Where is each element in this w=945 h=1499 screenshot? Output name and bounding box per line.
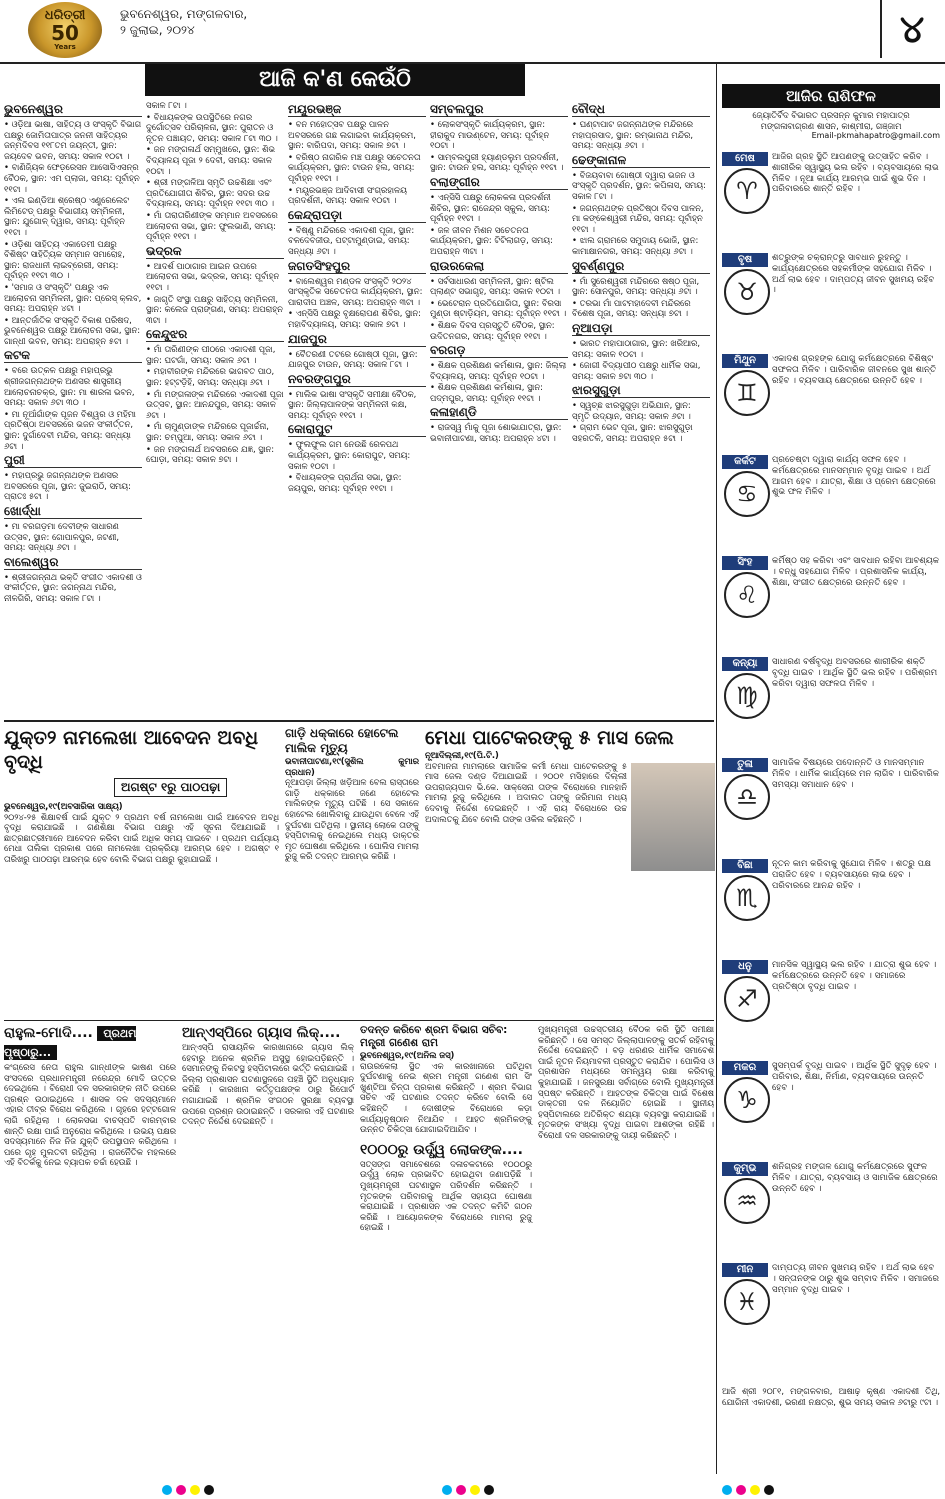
rashi-block	[722, 1263, 940, 1358]
city-heading: କଟକ	[4, 348, 142, 363]
event-entry: • ଆନ୍ତର୍ଜାତିକ ସଂସ୍କୃତି ବିକାଶ ପରିଷଦ, ଭୁବନେଶ୍ୱର ପକ୍ଷରୁ ଆଲୋଚନା ସଭା, ସ୍ଥାନ: ଗାନ୍ଧୀ ଭବନ, ସମୟ: ଅପରାହ୍ନ ୫ଟା ।	[4, 314, 141, 346]
event-entry: • ମହାପ୍ରଭୁ ଜଗନ୍ନାଥଙ୍କ ଅଣସର ଅବସରରେ ପୂଜା, ସ୍ଥାନ: ଜୁଇରାଠି, ସମୟ: ପ୍ରାତଃ ୫ଟା ।	[4, 470, 131, 502]
event-entry: • ଜନ ମଙ୍ଗଳାର୍ଥ ସମ୍ମୁଖରେ, ସ୍ଥାନ: ଶିଭ ବିଦ୍ୟାଳୟ ପୂଜା ୨ ଦେବୀ, ସମୟ: ସକାଳ ୧୦ଟା ।	[146, 144, 275, 176]
zodiac-symbol-icon: ♒	[724, 1178, 770, 1224]
city-heading: ନୂଆପଡ଼ା	[572, 321, 710, 336]
astrologer-email: Email-pkmahapatro@gmail.com	[811, 131, 940, 140]
city-heading: ରାଉରକେଲା	[430, 259, 568, 274]
event-entry: • ସର୍ବସାଧାରଣ ସମ୍ମିଳନୀ, ସ୍ଥାନ: ଷ୍ଟିଲ ପ୍ଲାଣ୍ଟ ସଭାଗୃହ, ସମୟ: ସକାଳ ୧୦ଟା ।	[430, 275, 561, 297]
continued-label: ପ୍ରଥମ ପୃଷ୍ଠାରୁ...	[4, 1027, 137, 1059]
event-entry: • ମାଁ ତାରାତାରିଣୀଙ୍କ ସମ୍ମାନ ଅବସରରେ ଆଲୋଚନା ସଭା, ସ୍ଥାନ: ଫୁଲଭାଣି, ସମୟ: ପୂର୍ବାହ୍ନ ୧୧ଟା ।	[146, 209, 278, 242]
astrologer-address: ମଙ୍ଗଳାବାଗ୍ରଣ ଶାସନ, କାଶ୍ମୀରା, ଗଞ୍ଜାମ	[760, 120, 902, 131]
city-heading: କେନ୍ଦୁଝର	[146, 327, 284, 342]
event-entry: • ମାଁ ତାରିଣୀଙ୍କ ପୀଠରେ ଏକାଦଶୀ ପୂଜା, ସ୍ଥାନ: ଘଟଗାଁ, ସମୟ: ସକାଳ ୬ଟା ।	[146, 344, 276, 365]
city-heading: କେନ୍ଦ୍ରାପଡ଼ା	[288, 208, 426, 223]
zodiac-symbol-icon: ♏	[724, 875, 770, 921]
event-entry: • ରାଜସ୍ୱ ମାଁକୁ ପୂଜା ଶୋଭାଯାତ୍ରା, ସ୍ଥାନ: ଭବାନୀପାଟଣା, ସମୟ: ଅପରାହ୍ନ ୪ଟା ।	[430, 422, 562, 444]
event-entry: • ଭେଟେରାନ ପ୍ରତିଯୋଗିତା, ସ୍ଥାନ: ବିରସା ମୁଣ୍ଡା ଷ୍ଟାଡ଼ିୟମ, ସମୟ: ପୂର୍ବାହ୍ନ ୧୧ଟା ।	[430, 297, 567, 319]
event-entry: • 'ସମାଜ ଓ ସଂସ୍କୃତି' ପକ୍ଷରୁ ଏକ ଆଲୋଚନା ସମ୍ମିଳନୀ, ସ୍ଥାନ: ପ୍ରେସ୍ କ୍ଲବ, ସମୟ: ଅପରାହ୍ନ ୪ଟା ।	[4, 281, 142, 314]
rashi-name: ମୀନ	[722, 1263, 768, 1277]
event-entry: • ଭାରତ ମହାପାଠାଗାର, ସ୍ଥାନ: ଖରିଆର, ସମୟ: ସକାଳ ୧୦ଟା ।	[572, 337, 701, 359]
zodiac-symbol-icon: ♑	[724, 1077, 770, 1123]
astrologer-name: ଜ୍ୟୋତିର୍ବିଦ ବିଭାରତ ପ୍ରସନ୍ନ କୁମାର ମହାପାତ୍ର	[752, 110, 910, 120]
event-entry: • ଶ୍ରୀ ମଙ୍ଗଳିଆ ସ୍ମୃତି ଉଚ୍ଚଶିକ୍ଷା ଏବଂ ପ୍ରତିଯୋଗୀତା ଶିବିର, ସ୍ଥାନ: ସଦର ଉଚ୍ଚ ବିଦ୍ୟାଳୟ, ସମୟ: ପୂର୍ବାହ୍ନ ୧୧ଟା ୩୦ ।	[146, 177, 275, 209]
zodiac-symbol-icon: ♉	[724, 269, 770, 315]
newspaper-logo	[28, 2, 102, 58]
rahul-headline: ରାହୁଲ-ମୋଦି....	[4, 1025, 93, 1041]
rashi-text: କର୍ମିଷ୍ଠ ସହ କରିବା ଏବଂ ସାବଧାନ ରହିବା ଆବଶ୍ୟକ । ବନ୍ଧୁ ସହଯୋଗ ମିଳିବ । ପ୍ରଶାସନିକ କାର୍ଯ୍ୟ, ଶିକ୍ଷା, ସଂଗୀତ କ୍ଷେତ୍ରରେ ଉନ୍ନତି ହେବ ।	[772, 556, 940, 588]
city-heading: ଭଦ୍ରକ	[146, 244, 284, 259]
event-entry: • ଜଗନ୍ନାଥଙ୍କ ପ୍ରତିଷ୍ଠା ଦିବସ ପାଳନ, ମା କଙ୍କେଶ୍ୱରୀ ମନ୍ଦିର, ସମୟ: ପୂର୍ବାହ୍ନ ୧୧ଟା ।	[572, 202, 704, 234]
minister-byline: ଭୁବନେଶ୍ୱର,୧୯(ଅନିଲ ଜସ୍)	[360, 1050, 455, 1060]
events-column	[288, 100, 426, 494]
rashifal-title: ଆଜିର ରାଶିଫଳ	[722, 84, 940, 108]
rashi-block	[722, 354, 940, 449]
events-column	[4, 100, 142, 605]
rashi-text: ସାମାଜିକ ବିଷୟରେ ପଦୋନ୍ନତି ଓ ମାନସମ୍ମାନ ମିଳିବ । ଧାର୍ମିକ କାର୍ଯ୍ୟରେ ମନ ଲାଗିବ । ପାରିବାରିକ ସମସ୍ୟା ସମାଧାନ ହେବ ।	[772, 758, 940, 790]
zodiac-symbol-icon: ♐	[724, 976, 770, 1022]
gas-leak-body: ଆନ୍‌ଏସ୍‌ପି ରାସାୟନିକ କାରଖାନାରେ ଗ୍ୟାସ ଲିକ୍ ହେବାରୁ ଅନେକ ଶ୍ରମିକ ଅସୁସ୍ଥ ହୋଇପଡ଼ିଛନ୍ତି । ସେମାନଙ୍କୁ ନିକଟସ୍ଥ ହସ୍ପିଟାଲରେ ଭର୍ତ୍ତି କରାଯାଇଛି । ଜିଲ୍ଲା ପ୍ରଶାସନ ଘଟଣାସ୍ଥଳରେ ପହଞ୍ଚି ସ୍ଥିତି ଅନୁଧ୍ୟାନ କରିଛି । କାରଖାନା କର୍ତ୍ତୃପକ୍ଷଙ୍କ ଠାରୁ ରିପୋର୍ଟ ମଗାଯାଇଛି । ଶ୍ରମିକ ସଂଗଠନ ସୁରକ୍ଷା ବ୍ୟବସ୍ଥା ଉପରେ ପ୍ରଶ୍ନ ଉଠାଇଛନ୍ତି । ସରକାର ଏହି ଘଟଣାର ତଦନ୍ତ ନିର୍ଦ୍ଦେଶ ଦେଇଛନ୍ତି ।	[182, 1042, 354, 1127]
events-grid	[4, 100, 714, 716]
story-medha	[425, 726, 715, 1016]
event-entry: • ମାଁ ସୁରେଶ୍ୱରୀ ମନ୍ଦିରରେ ଷଷ୍ଠ ପୂଜା, ସ୍ଥାନ: ସୋନପୁର, ସମୟ: ସନ୍ଧ୍ୟା ୬ଟା ।	[572, 275, 700, 297]
panjika-footer: ଆଜି ଶ୍ରୀ ୨୦୮୧, ମଙ୍ଗଳବାର, ଆଷାଢ଼ କୃଷ୍ଣ ଏକାଦଶୀ ତିଥି, ଯୋଗିନୀ ଏକାଦଶୀ, ଭରଣୀ ନକ୍ଷତ୍ର, ଶୁଭ ସମୟ ସକାଳ ୬ଟାରୁ ୯ଟା ।	[722, 1386, 940, 1407]
city-heading: ପୁରୀ	[4, 453, 142, 468]
rashi-text: ସୁସମ୍ପର୍କ ବୃଦ୍ଧି ପାଇବ । ଆର୍ଥିକ ସ୍ଥିତି ସୁଦୃଢ଼ ହେବ । ପରିବାର, ଶିକ୍ଷା, ନିର୍ମାଣ, ବ୍ୟବସାୟରେ ଉନ୍ନତି ହେବ ।	[772, 1061, 937, 1093]
story-rahul	[4, 1024, 176, 1472]
rashi-name: କନ୍ୟା	[722, 657, 768, 671]
city-heading: ବରଗଡ଼	[430, 343, 568, 358]
event-entry: • ବରିଷ୍ଠ ନାଗରିକ ମଞ୍ଚ ପକ୍ଷରୁ ସଚେତନତା କାର୍ଯ୍ୟକ୍ରମ, ସ୍ଥାନ: ଟାଉନ ହଲ, ସମୟ: ପୂର୍ବାହ୍ନ ୧୧ଟା ।	[288, 151, 421, 183]
dateline-place-day: ଭୁବନେଶ୍ୱର, ମଙ୍ଗଳବାର,	[120, 7, 248, 21]
medha-body: ଅବମାନନା ମାମଲାରେ ସାମାଜିକ କର୍ମୀ ମେଧା ପାଟେକରଙ୍କୁ ୫ ମାସ ଜେଲ ଦଣ୍ଡ ଦିଆଯାଇଛି । ୨୦୦୧ ମସିହାରେ ଦିଲ୍ଲୀ ଉପରାଜ୍ୟପାଳ ଭି.କେ. ସାକ୍ସେନା ତାଙ୍କ ବିରୋଧରେ ମାନହାନି ମାମଲା ରୁଜୁ କରିଥିଲେ । ଅଦାଲତ ତାଙ୍କୁ ଜରିମାନା ମଧ୍ୟ ଦେବାକୁ ନିର୍ଦ୍ଦେଶ ଦେଇଛନ୍ତି । ଏହି ରାୟ ବିରୋଧରେ ଉଚ୍ଚ ଅଦାଲତକୁ ଯିବେ ବୋଲି ତାଙ୍କ ଓକିଲ କହିଛନ୍ତି ।	[425, 760, 627, 824]
event-entry: • ବାଣିଜ୍ୟିକ ଫେଡ଼ରେସନ ଆସୋସିଏସନ୍‌ର ବୈଠକ, ସ୍ଥାନ: ଏମ ପ୍ଲାଜା, ସମୟ: ପୂର୍ବାହ୍ନ ୧୧ଟା ।	[4, 162, 140, 194]
medha-byline: ନୂଆଦିଲ୍ଲୀ,୧୯(ପି.ଟି.)	[425, 750, 499, 760]
rashi-name: କର୍କଟ	[722, 455, 768, 469]
dateline-date: ୨ ଜୁଲାଇ, ୨୦୨୪	[120, 23, 195, 37]
event-entry: • ଜାଗୃତି ସଂସ୍ଥା ପକ୍ଷରୁ ସାହିତ୍ୟ ସମ୍ମିଳନୀ, ସ୍ଥାନ: କଲେଜ ପ୍ରାଙ୍ଗଣ, ସମୟ: ଅପରାହ୍ନ ୩ଟା ।	[146, 293, 283, 325]
rashi-text: ଆଜିର ଗ୍ରହ ସ୍ଥିତି ଆପଣଙ୍କୁ ଉତ୍ସାହିତ କରିବ । ଶାରୀରିକ ସ୍ୱାସ୍ଥ୍ୟ ଭଲ ରହିବ । ବ୍ୟବସାୟରେ ଲାଭ ମିଳିବ । ନୂଆ କାର୍ଯ୍ୟ ଆରମ୍ଭ ପାଇଁ ଶୁଭ ଦିନ । ପରିବାରରେ ଶାନ୍ତି ରହିବ ।	[772, 152, 939, 195]
rashi-name: ସିଂହ	[722, 556, 768, 570]
city-heading: ଜଗତସିଂହପୁର	[288, 259, 426, 274]
plus2-body: ୨୦୨୪-୨୫ ଶିକ୍ଷାବର୍ଷ ପାଇଁ ଯୁକ୍ତ ୨ ପ୍ରଥମ ବର୍ଷ ନାମଲେଖା ପାଇଁ ଆବେଦନ ଅବଧି ବୃଦ୍ଧି କରାଯାଇଛି । ଗଣଶିକ୍ଷା ବିଭାଗ ପକ୍ଷରୁ ଏହି ସୂଚନା ଦିଆଯାଇଛି । ଛାତ୍ରଛାତ୍ରୀମାନେ ଆବେଦନ କରିବା ପାଇଁ ଅଧିକ ସମୟ ପାଇବେ । ପ୍ରଥମ ପର୍ଯ୍ୟାୟ ମେଧା ତାଲିକା ପ୍ରକାଶ ପରେ ନାମଲେଖା ପ୍ରକ୍ରିୟା ଆରମ୍ଭ ହେବ । ଅଗଷ୍ଟ ୧ ତାରିଖରୁ ପାଠପଢ଼ା ଆରମ୍ଭ ହେବ ବୋଲି ବିଭାଗ ପକ୍ଷରୁ କୁହାଯାଇଛି ।	[4, 811, 279, 864]
event-entry: • ଝାଲ ଗ୍ରାମରେ ସମୁଦାୟ ଭୋଜି, ସ୍ଥାନ: କାମାକ୍ଷାନଗର, ସମୟ: ସନ୍ଧ୍ୟା ୬ଟା ।	[572, 235, 699, 256]
city-heading: ମୟୂରଭଞ୍ଜ	[288, 102, 426, 117]
rashi-name: ତୁଳା	[722, 758, 768, 772]
rashi-text: ମାନସିକ ସ୍ୱାସ୍ଥ୍ୟ ଭଲ ରହିବ । ଯାତ୍ରା ଶୁଭ ହେବ । କର୍ମକ୍ଷେତ୍ରରେ ଉନ୍ନତି ହେବ । ସମାଜରେ ପ୍ରତିଷ୍ଠା ବୃଦ୍ଧି ପାଇବ ।	[772, 960, 937, 992]
event-entry: ସକାଳ ୮ଟା ।	[146, 100, 187, 110]
event-entry: • ମାଁ ମଙ୍ଗଳାଙ୍କ ମନ୍ଦିରରେ ଏକାଦଶୀ ପୂଜା ଉତ୍ସବ, ସ୍ଥାନ: ଆନନ୍ଦପୁର, ସମୟ: ସକାଳ ୬ଟା ।	[146, 388, 284, 420]
zodiac-symbol-icon: ♌	[724, 572, 770, 618]
medha-headline: ମେଧା ପାଟେକରଙ୍କୁ ୫ ମାସ ଜେଲ	[425, 727, 674, 749]
rashi-name: ବିଛା	[722, 859, 768, 873]
rahul-body: କଂଗ୍ରେସ ନେତା ରାହୁଲ ଗାନ୍ଧୀଙ୍କ ଭାଷଣ ପରେ ସଂସଦରେ ପ୍ରଧାନମନ୍ତ୍ରୀ ନରେନ୍ଦ୍ର ମୋଦି ଉତ୍ତର ଦେଇଥିଲେ । ବିରୋଧୀ ଦଳ ସରକାରଙ୍କ ନୀତି ଉପରେ ପ୍ରଶ୍ନ ଉଠାଇଥିଲେ । ଶାସକ ଦଳ ସଦସ୍ୟମାନେ ଏହାର ତୀବ୍ର ବିରୋଧ କରିଥିଲେ । ଗୃହରେ ହଟ୍ଟଗୋଳ ଲାଗି ରହିଥିଲା । ଲୋକସଭା ବାଚସ୍ପତି ବାରମ୍ବାର ଶାନ୍ତି ରକ୍ଷା ପାଇଁ ଅନୁରୋଧ କରିଥିଲେ । ଉଭୟ ପକ୍ଷର ସଦସ୍ୟମାନେ ନିଜ ନିଜ ଯୁକ୍ତି ଉପସ୍ଥାପନ କରିଥିଲେ । ପରେ ଗୃହ ମୁଲତବୀ ରହିଥିଲା । ରାଜନୈତିକ ମହଲରେ ଏହି ବିତର୍କକୁ ନେଇ ବ୍ୟାପକ ଚର୍ଚ୍ଚା ହେଉଛି ।	[4, 1062, 176, 1168]
event-entry: • ଜୋଗୀ ବିଦ୍ୟାପୀଠ ପକ୍ଷରୁ ଧାର୍ମିକ ସଭା, ସମୟ: ସକାଳ ୭ଟା ୩୦ ।	[572, 360, 701, 381]
story-accident	[285, 726, 419, 1016]
event-entry: • ବିଧାୟକଙ୍କ ଉପସ୍ଥିତିରେ ନଗର ଦୁର୍ଗୋତ୍ସବ ପରିଚାଳନା, ସ୍ଥାନ: ପୁରାତନ ଓ ନୂତନ ପଞ୍ଚାୟତ, ସମୟ: ସକାଳ ୮ଟା ୩୦ ।	[146, 111, 278, 143]
column-divider	[716, 64, 717, 1474]
city-heading: ସୁବର୍ଣ୍ଣପୁର	[572, 259, 710, 274]
logo-number: 50	[51, 21, 79, 45]
event-entry: • ଏଲ ଇଣ୍ଡିଆ ଶ୍ରେଷ୍ଠ ଏଣ୍ଟ୍ରେଲେଟ ଲିମିଟେଡ୍ ପକ୍ଷରୁ ବିଭାଗୀୟ ସମ୍ମିଳନୀ, ସ୍ଥାନ: ଯୁଗୋଳ୍‌ ଦ୍ୱାର, ସମୟ: ପୂର୍ବାହ୍ନ ୧୧ଟା ।	[4, 195, 129, 237]
city-heading: ଯାଜପୁର	[288, 332, 426, 347]
events-banner: ଆଜି କ'ଣ କେଉଁଠି	[145, 64, 525, 96]
event-entry: • ଶ୍ରୀଜଗନ୍ନାଥ ଭକ୍ତି ସଂଗୀତ ଏକାଦଶୀ ଓ ସଂକୀର୍ତ୍ତନ, ସ୍ଥାନ: ଜଗନ୍ନାଥ ମନ୍ଦିର, ନୀଳଗିରି, ସମୟ: ସକାଳ ୮ଟା ।	[4, 571, 142, 603]
event-entry: • ଆଦର୍ଶ ପାଠାଗାର ଆଇନ ଉପରେ ଆଲୋଚନା ସଭା, ଭଦ୍ରକ, ସମୟ: ପୂର୍ବାହ୍ନ ୧୧ଟା ।	[146, 260, 280, 292]
rashi-name: କୁମ୍ଭ	[722, 1162, 768, 1176]
rashi-block	[722, 1162, 940, 1257]
city-heading: ବୌଦ୍ଧ	[572, 102, 710, 117]
plus2-subhead: ଅଗଷ୍ଟ ୧ରୁ ପାଠପଢ଼ା	[114, 778, 227, 797]
rashi-block	[722, 960, 940, 1055]
events-column	[146, 100, 284, 466]
event-entry: • ମୟୂରଭଞ୍ଜ ଆଦିବାସୀ ସଂଗ୍ରହାଳୟ ପ୍ରଦର୍ଶନୀ, ସମୟ: ସକାଳ ୧୦ଟା ।	[288, 184, 407, 206]
city-heading: କଳାହାଣ୍ଡି	[430, 405, 568, 420]
accident-byline: ଭବାନୀପାଟଣା,୧୯(ସୁଶିଲ କୁମାର ପ୍ରଧାନ)	[285, 756, 419, 777]
zodiac-symbol-icon: ♋	[724, 471, 770, 517]
section-divider-2	[4, 1020, 714, 1021]
rashi-block	[722, 1061, 940, 1156]
rashi-text: ଏକାଦଶ ଗ୍ରହଙ୍କ ଯୋଗୁ କର୍ମକ୍ଷେତ୍ରରେ ବିଶିଷ୍ଟ ସଫଳତା ମିଳିବ । ପାରିବାରିକ ଜୀବନରେ ସୁଖ ଶାନ୍ତି ରହିବ । ବ୍ୟବସାୟ କ୍ଷେତ୍ରରେ ଉନ୍ନତି ହେବ ।	[772, 354, 937, 386]
zodiac-symbol-icon: ♎	[724, 774, 770, 820]
astrologer-credit	[722, 110, 940, 142]
rashi-block	[722, 253, 940, 348]
col4-body: ମୁଖ୍ୟମନ୍ତ୍ରୀ ଉଚ୍ଚସ୍ତରୀୟ ବୈଠକ କରି ସ୍ଥିତି ସମୀକ୍ଷା କରିଛନ୍ତି । ସେ ସମସ୍ତ ଜିଲ୍ଲାପାଳଙ୍କୁ ସତର୍କ ରହିବାକୁ ନିର୍ଦ୍ଦେଶ ଦେଇଛନ୍ତି । ବଡ଼ ଧରଣର ଧାର୍ମିକ ସମାବେଶ ପାଇଁ ନୂତନ ନିୟମାବଳୀ ପ୍ରସ୍ତୁତ କରାଯିବ । ପୋଲିସ ଓ ପ୍ରଶାସନ ମଧ୍ୟରେ ସମନ୍ୱୟ ରକ୍ଷା କରିବାକୁ କୁହାଯାଇଛି । ଜନସୁରକ୍ଷା ସର୍ବାଗ୍ରେ ବୋଲି ମୁଖ୍ୟମନ୍ତ୍ରୀ ସ୍ପଷ୍ଟ କରିଛନ୍ତି । ଆହତଙ୍କ ଚିକିତ୍ସା ପାଇଁ ବିଶେଷ ଡାକ୍ତରୀ ଦଳ ନିୟୋଜିତ ହୋଇଛି । ସ୍ଥାନୀୟ ହସ୍ପିଟାଲରେ ଅତିରିକ୍ତ ଶଯ୍ୟା ବ୍ୟବସ୍ଥା କରାଯାଇଛି । ମୃତକଙ୍କ ସଂଖ୍ୟା ବୃଦ୍ଧି ପାଇବା ଆଶଙ୍କା ରହିଛି । ବିରୋଧୀ ଦଳ ସରକାରଙ୍କୁ ଦାୟୀ କରିଛନ୍ତି ।	[538, 1024, 714, 1140]
event-entry: • ଘଣ୍ଟାପାଟ ଜଗନ୍ନାଥଙ୍କ ମନ୍ଦିରରେ ମହାପ୍ରସାଦ, ସ୍ଥାନ: ରମ୍ଭାନାଥ ମନ୍ଦିର, ସମୟ: ସନ୍ଧ୍ୟା ୬ଟା ।	[572, 119, 694, 151]
logo-sub: Years	[54, 43, 76, 51]
rashi-name: ଧନୁ	[722, 960, 768, 974]
rashi-text: ପ୍ରଚେଷ୍ଟା ଦ୍ୱାରା କାର୍ଯ୍ୟ ସଫଳ ହେବ । କର୍ମକ୍ଷେତ୍ରରେ ମାନସମ୍ମାନ ବୃଦ୍ଧି ପାଇବ । ଅର୍ଥ ଆଗମ ହେବ । ଯାତ୍ରା, ଶିକ୍ଷା ଓ ପ୍ରେମ କ୍ଷେତ୍ରରେ ଶୁଭ ଫଳ ମିଳିବ ।	[772, 455, 936, 498]
event-entry: • ମାଲିକ ଭାଷା ସଂସ୍କୃତି ସମୀକ୍ଷା ବୈଠକ, ସ୍ଥାନ: ଜିଲ୍ଲାପାଳଙ୍କ ସମ୍ମିଳନୀ କକ୍ଷ, ସମୟ: ପୂର୍ବାହ୍ନ ୧୧ଟା ।	[288, 388, 417, 420]
minister-headline: ତଦନ୍ତ କରିବେ ଶ୍ରମ ବିଭାଗ ସଚିବ: ମନ୍ତ୍ରୀ ଗଣେଶ ରାମ	[360, 1024, 508, 1049]
plus2-headline: ଯୁକ୍ତ୨ ନାମଲେଖା ଆବେଦନ ଅବଧି ବୃଦ୍ଧି	[4, 727, 259, 773]
event-entry: • ତରଭା ମାଁ ପାଟମହାଦେବୀ ମନ୍ଦିରରେ ବିଶେଷ ପୂଜା, ସମୟ: ସନ୍ଧ୍ୟା ୭ଟା ।	[572, 297, 691, 319]
event-entry: • ଓଡ଼ିଶା ସାହିତ୍ୟ ଏକାଡେମୀ ପକ୍ଷରୁ ବିଶିଷ୍ଟ ସାହିତ୍ୟିକ ସମ୍ମାନ ସମାରୋହ, ସ୍ଥାନ: ରାଜଧାନୀ ଲାଇବ୍ରେରୀ, ସମୟ: ପୂର୍ବାହ୍ନ ୧୧ଟା ୩୦ ।	[4, 238, 125, 281]
event-entry: • ଏନ୍‌ସିସି ପକ୍ଷରୁ ଲୋକକଳା ପ୍ରଦର୍ଶନୀ ଶିବିର, ସ୍ଥାନ: ରାଜେନ୍ଦ୍ର ସ୍କୁଲ, ସମୟ: ପୂର୍ବାହ୍ନ ୧୧ଟା ।	[430, 191, 551, 224]
city-heading: କୋରାପୁଟ	[288, 422, 426, 437]
rashi-name: ମିଥୁନ	[722, 354, 768, 368]
event-entry: • ଶିକ୍ଷକ ଦିବସ ପ୍ରସ୍ତୁତି ବୈଠକ, ସ୍ଥାନ: ଉଦିତନଗର, ସମୟ: ପୂର୍ବାହ୍ନ ୧୧ଟା ।	[430, 319, 555, 341]
event-entry: • ସାମ୍ବଲପୁରୀ ହ୍ୟାଣ୍ଡଲୁମ ପ୍ରଦର୍ଶନୀ, ସ୍ଥାନ: ଟାଉନ ହଲ, ସମୟ: ପୂର୍ବାହ୍ନ ୧୧ଟା ।	[430, 151, 564, 173]
rashi-name: ମେଷ	[722, 152, 768, 166]
event-entry: • ଜଳ ଜୀବନ ମିଶନ ସଚେତନତା କାର୍ଯ୍ୟକ୍ରମ, ସ୍ଥାନ: ଟିଟିଲାଗଡ଼, ସମୟ: ଅପରାହ୍ନ ୩ଟା ।	[430, 224, 553, 256]
zodiac-symbol-icon: ♓	[724, 1279, 770, 1325]
section-divider	[4, 720, 714, 722]
rashi-block	[722, 152, 940, 247]
city-heading: ଭୁବନେଶ୍ୱର	[4, 102, 142, 117]
rashi-text: ସାଧାରଣ ବର୍ଷବୃଦ୍ଧି ଅବସରରେ ଶାରୀରିକ ଶକ୍ତି ବୃଦ୍ଧି ପାଇବ । ଆର୍ଥିକ ସ୍ଥିତି ଭଲ ରହିବ । ପରିଶ୍ରମ କରିବା ଦ୍ୱାରା ସଫଳତା ମିଳିବ ।	[772, 657, 938, 689]
city-heading: ବାଲେଶ୍ୱର	[4, 555, 142, 570]
rashi-block	[722, 455, 940, 550]
masthead	[0, 0, 945, 64]
event-entry: • ସ୍ୱଚ୍ଛ ଝାରସୁଗୁଡ଼ା ଅଭିଯାନ, ସ୍ଥାନ: ସ୍ମୃତି ଉଦ୍ୟାନ, ସମୟ: ସକାଳ ୬ଟା ।	[572, 400, 691, 421]
event-entry: • ଶିକ୍ଷକ ପ୍ରଶିକ୍ଷଣ କର୍ମଶାଳା, ସ୍ଥାନ: ପଦ୍ମପୁର, ସମୟ: ପୂର୍ବାହ୍ନ ୧୧ଟା ।	[430, 382, 543, 403]
event-entry: • ବିଷ୍ଣୁ ମନ୍ଦିରରେ ଏକାଦଶୀ ପୂଜା, ସ୍ଥାନ: ବଳଦେବଜୀଉ, ପଟ୍ଟାମୁଣ୍ଡାଇ, ସମୟ: ସନ୍ଧ୍ୟା ୬ଟା ।	[288, 224, 415, 256]
story-gas-leak	[182, 1024, 354, 1472]
rashi-block	[722, 556, 940, 651]
plus2-byline: ଭୁବନେଶ୍ୱର,୧୯(ଅବସାରିକା ସାକ୍ଷ୍ୟ)	[4, 801, 123, 811]
event-entry: • ମାଁ ଚାମୁଣ୍ଡାଙ୍କ ମନ୍ଦିରରେ ପୂଜାର୍ଚ୍ଚନା, ସ୍ଥାନ: ଚମ୍ପୁଆ, ସମୟ: ସକାଳ ୬ଟା ।	[146, 421, 269, 443]
zodiac-symbol-icon: ♍	[724, 673, 770, 719]
city-heading: ଝାରସୁଗୁଡ଼ା	[572, 383, 710, 398]
zodiac-symbol-icon: ♊	[724, 370, 770, 416]
story-minister	[360, 1024, 532, 1472]
events-column	[572, 100, 710, 445]
event-entry: • ଶିକ୍ଷକ ପ୍ରଶିକ୍ଷଣ କର୍ମଶାଳା, ସ୍ଥାନ: ଜିଲ୍ଲା ବିଦ୍ୟାଳୟ, ସମୟ: ପୂର୍ବାହ୍ନ ୧୦ଟା ।	[430, 360, 567, 381]
logo-name: ଧରିତ୍ରୀ	[44, 8, 86, 23]
rashi-text: ଦାମ୍ପତ୍ୟ ଜୀବନ ସୁଖମୟ ରହିବ । ଅର୍ଥ ଲାଭ ହେବ । ସନ୍ତାନଙ୍କ ଠାରୁ ଶୁଭ ସମ୍ବାଦ ମିଳିବ । ସମାଜରେ ସମ୍ମାନ ବୃଦ୍ଧି ପାଇବ ।	[772, 1263, 939, 1295]
event-entry: • ମହାବୀରଙ୍କ ମନ୍ଦିରରେ ଭାଗବତ ପାଠ, ସ୍ଥାନ: ହଟ୍ଟଡ଼ିହି, ସମୟ: ସନ୍ଧ୍ୟା ୬ଟା ।	[146, 366, 275, 388]
page-number: ୪	[880, 0, 942, 58]
city-heading: ନବରଙ୍ଗପୁର	[288, 372, 426, 387]
medha-photo	[631, 763, 715, 871]
event-entry: • ଓଡ଼ିଆ ଭାଷା, ସାହିତ୍ୟ ଓ ସଂସ୍କୃତି ବିଭାଗ ପକ୍ଷରୁ ଜୋମିତାପାତ୍ର ଜନନୀ ସାହିତ୍ୟର ଜନ୍ମଦିବସ ୧୧୮ତମ ଜୟନ୍ତୀ, ସ୍ଥାନ: ଜୟଦେବ ଭବନ, ସମୟ: ସକାଳ ୧୦ଟା ।	[4, 119, 142, 161]
gas-leak-headline: ଆନ୍‌ଏସ୍‌ପିରେ ଗ୍ୟାସ ଲିକ୍....	[182, 1025, 341, 1041]
event-entry: • ଏନ୍‌ସିସି ପକ୍ଷରୁ ବୃକ୍ଷରୋପଣ ଶିବିର, ସ୍ଥାନ: ମହାବିଦ୍ୟାଳୟ, ସମୟ: ସକାଳ ୭ଟା ।	[288, 308, 421, 329]
event-entry: • ବନ ମହୋତ୍ସବ ପକ୍ଷରୁ ପାଳନ ଅବସରରେ ଗଛ ଲଗାଇବା କାର୍ଯ୍ୟକ୍ରମ, ସ୍ଥାନ: ବାରିପଦା, ସମୟ: ସକାଳ ୭ଟା ।	[288, 119, 416, 151]
accident-body: ନୂଆପଡ଼ା ଜିଲ୍ଲା ଖଡ଼ିଆଳ ବେଲ ରାସ୍ତାରେ ଗାଡ଼ି ଧକ୍କାରେ ଜଣେ ହୋଟେଲ ମାଲିକଙ୍କ ମୃତ୍ୟୁ ଘଟିଛି । ସେ ସକାଳେ ହୋଟେଲ ଖୋଲିବାକୁ ଯାଉଥିବା ବେଳେ ଏହି ଦୁର୍ଘଟଣା ଘଟିଥିଲା । ସ୍ଥାନୀୟ ଲୋକେ ତାଙ୍କୁ ହସ୍ପିଟାଲକୁ ନେଇଥିଲେ ମଧ୍ୟ ଡାକ୍ତର ମୃତ ଘୋଷଣା କରିଥିଲେ । ପୋଲିସ ମାମଲା ରୁଜୁ କରି ତଦନ୍ତ ଆରମ୍ଭ କରିଛି ।	[285, 777, 419, 862]
rashi-block	[722, 859, 940, 954]
event-entry: • ଜନ ମଙ୍ଗଳାର୍ଥ ଅବସରରେ ଯଜ୍ଞ, ସ୍ଥାନ: ଘୋଡ଼ା, ସମୟ: ସକାଳ ୭ଟା ।	[146, 443, 275, 465]
rashi-text: ଶନିଗ୍ରହ ମଙ୍ଗଳ ଯୋଗୁ କର୍ମକ୍ଷେତ୍ରରେ ସୁଫଳ ମିଳିବ । ଯାତ୍ରା, ବ୍ୟବସାୟ ଓ ସାମାଜିକ କ୍ଷେତ୍ରରେ ଉନ୍ନତି ହେବ ।	[772, 1162, 938, 1194]
rashi-text: ନୂତନ କାମ କରିବାକୁ ସୁଯୋଗ ମିଳିବ । ଶତ୍ରୁ ପକ୍ଷ ପରାଜିତ ହେବ । ବ୍ୟବସାୟରେ ଲାଭ ହେବ । ପରିବାରରେ ଆନନ୍ଦ ରହିବ ।	[772, 859, 932, 891]
rashi-name: ମକର	[722, 1061, 768, 1075]
event-entry: • ମା ନୂଆଁଗାଁଙ୍କ ପୂଜନ ବିଶ୍ୱର ଓ ମହିମା ପ୍ରତିଷ୍ଠା ଅବସରରେ ଭଜନ ସଂକୀର୍ତ୍ତନ, ସ୍ଥାନ: ଦୁର୍ଗାଦେବୀ ମନ୍ଦିର, ସମୟ: ସନ୍ଧ୍ୟା ୬ଟା ।	[4, 408, 136, 451]
event-entry: • ବିଜୟବାବା ଗୋଷ୍ଠୀ ଦ୍ୱାରା ଭଜନ ଓ ସଂସ୍କୃତି ପ୍ରଦର୍ଶନ, ସ୍ଥାନ: କପିଳାସ, ସମୟ: ସକାଳ ୮ଟା ।	[572, 169, 706, 201]
event-entry: • ଲୋକସଂସ୍କୃତି କାର୍ଯ୍ୟକ୍ରମ, ସ୍ଥାନ: ହୀରାକୁଦ ମାଉଣ୍ଟେନ, ସମୟ: ପୂର୍ବାହ୍ନ ୧୦ଟା ।	[430, 119, 550, 151]
city-heading: ବଲାଙ୍ଗୀର	[430, 175, 568, 190]
accident-headline: ଗାଡ଼ି ଧକ୍କାରେ ହୋଟେଲ ମାଲିକ ମୃତ୍ୟୁ	[285, 726, 399, 755]
city-heading: ସମ୍ବଲପୁର	[430, 102, 568, 117]
city-heading: ଖୋର୍ଦ୍ଧା	[4, 504, 142, 519]
event-entry: • ମା ବରଗଡ଼ମା ଦେବୀଙ୍କ ସାଧାରଣ ଉତ୍ସବ, ସ୍ଥାନ: ଗୋପାଳପୁର, ଜଟଣୀ, ସମୟ: ସନ୍ଧ୍ୟା ୬ଟା ।	[4, 521, 120, 553]
story-plus2	[4, 726, 279, 1016]
rashi-block	[722, 758, 940, 853]
event-entry: • ବାଲେଶ୍ୱର ମଣ୍ଡଳ ସଂସ୍କୃତି ୨୦୨୪ ସାଂସ୍କୃତିକ ସଚେତନତା କାର୍ଯ୍ୟକ୍ରମ, ସ୍ଥାନ: ପାରାଦୀପ ଅଞ୍ଚଳ, ସମୟ: ଅପରାହ୍ନ ୩ଟା ।	[288, 275, 423, 307]
city-heading: ଢେଙ୍କାନାଳ	[572, 153, 710, 168]
event-entry: • ବିଧାୟକଙ୍କ ପ୍ରାର୍ଥନା ସଭା, ସ୍ଥାନ: ଜୟପୁର, ସମୟ: ପୂର୍ବାହ୍ନ ୧୧ଟା ।	[288, 472, 402, 493]
event-entry: • ଗ୍ରାମ ଭେଟ ପୂଜା, ସ୍ଥାନ: ଝାରସୁଗୁଡ଼ା ସହରତଳି, ସମୟ: ଅପରାହ୍ନ ୫ଟା ।	[572, 422, 693, 444]
event-entry: • ବୈତରଣୀ ତଟରେ ଗୋଷ୍ଠୀ ପୂଜା, ସ୍ଥାନ: ଯାଜପୁର ଟାଉନ, ସମୟ: ସକାଳ ୮ଟା ।	[288, 348, 418, 370]
print-registration-marks	[0, 1476, 945, 1496]
rashi-block	[722, 657, 940, 752]
minister-body: ରାଉରକେଲା ସ୍ଥିତ ଏକ କାରଖାନାରେ ଘଟିଥିବା ଦୁର୍ଘଟଣାକୁ ନେଇ ଶ୍ରମ ମନ୍ତ୍ରୀ ଗଣେଶ ରାମ ସିଂ ଖୁଣ୍ଟିଆ ଚିନ୍ତା ପ୍ରକାଶ କରିଛନ୍ତି । ଶ୍ରମ ବିଭାଗ ସଚିବ ଏହି ଘଟଣାର ତଦନ୍ତ କରିବେ ବୋଲି ସେ କହିଛନ୍ତି । ଦୋଷୀଙ୍କ ବିରୋଧରେ କଡ଼ା କାର୍ଯ୍ୟାନୁଷ୍ଠାନ ନିଆଯିବ । ଆହତ ଶ୍ରମିକଙ୍କୁ ଉନ୍ନତ ଚିକିତ୍ସା ଯୋଗାଇଦିଆଯିବ ।	[360, 1060, 532, 1135]
event-entry: • ବରେ ଉତ୍କଳ ପକ୍ଷରୁ ମହାପ୍ରଭୁ ଶ୍ରୀଜଗନ୍ନାଥଙ୍କ ଅଣସର ଶାସ୍ତ୍ରୀୟ ଆଲୋଚନାଚକ୍ର, ସ୍ଥାନ: ମା ଶାରଳା ଭବନ, ସମୟ: ସକାଳ ୬ଟା ୩୦ ।	[4, 365, 135, 408]
zodiac-symbol-icon: ♈	[724, 168, 770, 214]
dateline	[120, 6, 247, 38]
events-column	[430, 100, 568, 445]
rashi-text: ଶତ୍ରୁଙ୍କ ଚକ୍ରାନ୍ତରୁ ସାବଧାନ ରୁହନ୍ତୁ । କାର୍ଯ୍ୟକ୍ଷେତ୍ରରେ ସହକର୍ମୀଙ୍କ ସହଯୋଗ ମିଳିବ । ଅର୍ଥ ଲାଭ ହେବ । ଦାମ୍ପତ୍ୟ ଜୀବନ ସୁଖମୟ ରହିବ ।	[772, 253, 935, 296]
thousand-body: ସତ୍ସଙ୍ଗ ସମାବେଶରେ ଦଳାଚକଟାରେ ୧୦୦୦ରୁ ଉର୍ଦ୍ଧ୍ୱ ଲୋକ ପ୍ରଭାବିତ ହୋଇଥିବା ଜଣାପଡ଼ିଛି । ମୁଖ୍ୟମନ୍ତ୍ରୀ ଘଟଣାସ୍ଥଳ ପରିଦର୍ଶନ କରିଛନ୍ତି । ମୃତକଙ୍କ ପରିବାରକୁ ଆର୍ଥିକ ସହାୟତା ଘୋଷଣା କରାଯାଇଛି । ପ୍ରଶାସନ ଏକ ତଦନ୍ତ କମିଟି ଗଠନ କରିଛି । ଆୟୋଜକଙ୍କ ବିରୋଧରେ ମାମଲା ରୁଜୁ ହୋଇଛି ।	[360, 1158, 532, 1233]
event-entry: • ଫୁଲଫୁଲ ଗମ ନେଉଛି ରେଳପଥ କାର୍ଯ୍ୟକ୍ରମ, ସ୍ଥାନ: କୋରାପୁଟ, ସମୟ: ସକାଳ ୧୦ଟା ।	[288, 439, 411, 471]
thousand-headline: ୧୦୦୦ରୁ ଉର୍ଦ୍ଧ୍ୱ ଲୋକଙ୍କ....	[360, 1141, 523, 1158]
story-col4	[538, 1024, 714, 1472]
rashi-name: ବୃଷ	[722, 253, 768, 267]
